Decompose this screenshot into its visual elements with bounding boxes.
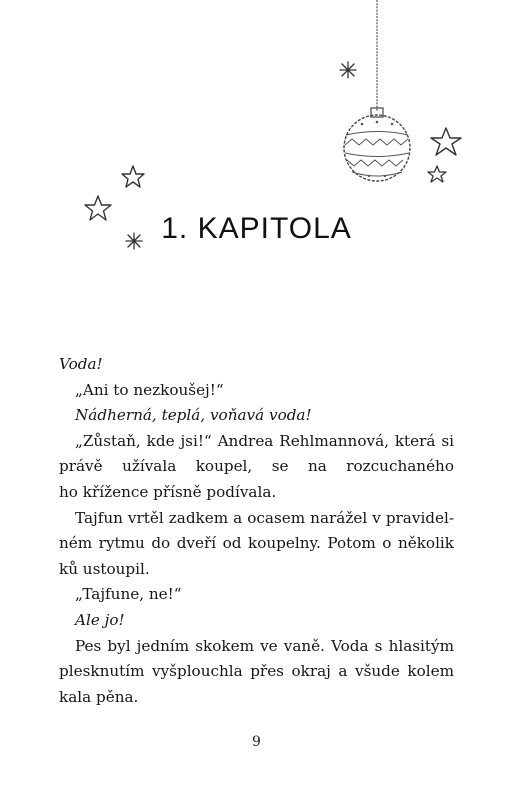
body-line: Voda! — [59, 355, 103, 373]
body-line: „Ani to nezkoušej!“ — [75, 380, 224, 399]
body-line: ném rytmu do dveří od koupelny. Potom o několik — [59, 534, 454, 553]
body-line: kala pěna. — [59, 687, 139, 706]
body-line: Ale jo! — [75, 610, 125, 629]
body-line: „Tajfune, ne!“ — [75, 585, 182, 604]
body-line: Tajfun vrtěl zadkem a ocasem narážel v pravidel- — [75, 508, 454, 527]
star-icon — [122, 166, 144, 187]
star-icon — [431, 128, 461, 155]
body-line: Nádherná, teplá, voňavá voda! — [75, 406, 312, 425]
snowflake-icon — [340, 62, 356, 78]
body-line: Pes byl jedním skokem ve vaně. Voda s hlasitým — [75, 636, 454, 655]
christmas-ornament-icon — [344, 108, 410, 181]
chapter-title: 1. KAPITOLA — [161, 212, 352, 246]
body-line: „Zůstaň, kde jsi!“ Andrea Rehlmannová, která si — [75, 431, 454, 450]
page-number: 9 — [252, 734, 261, 750]
body-line: plesknutím vyšplouchla přes okraj a všude kolem — [59, 662, 454, 681]
body-line: právě užívala koupel, se na rozcuchaného — [59, 457, 454, 476]
body-line: ho křížence přísně podívala. — [59, 482, 277, 501]
body-line: ků ustoupil. — [59, 559, 150, 578]
star-icon — [428, 166, 446, 182]
chapter-body — [59, 352, 454, 710]
